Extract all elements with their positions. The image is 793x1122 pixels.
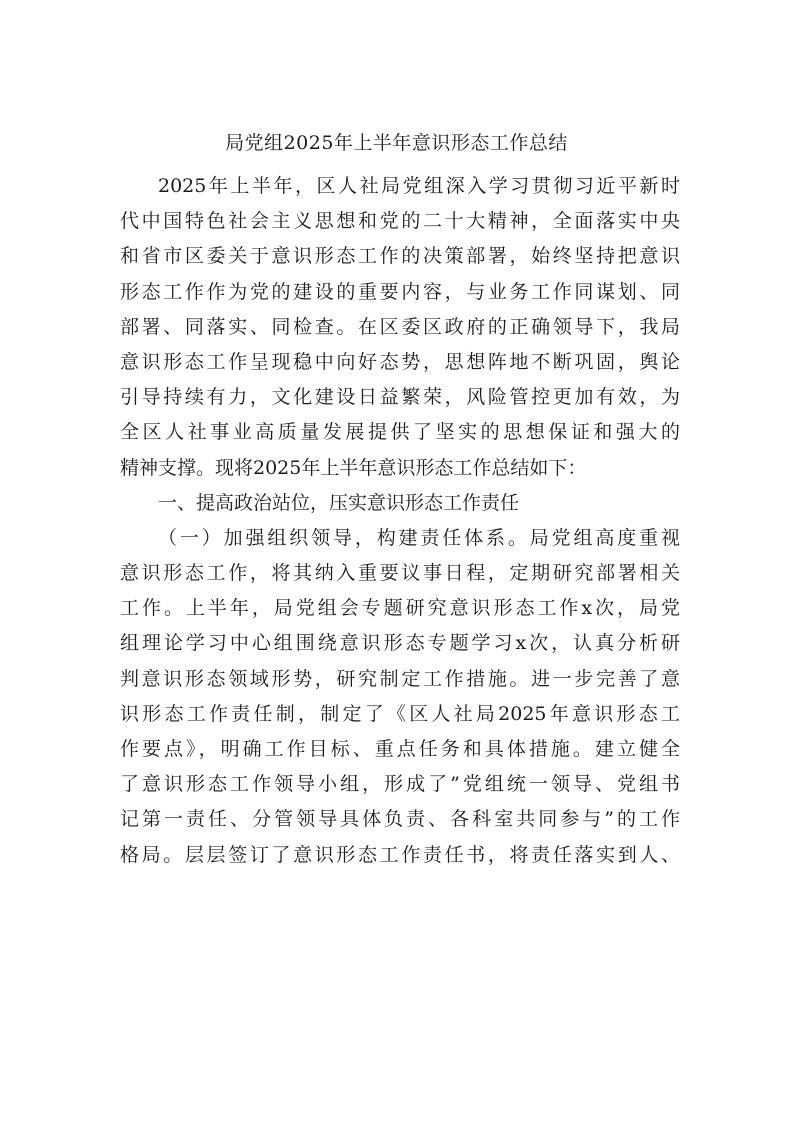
paragraph-line: 引导持续有力，文化建设日益繁荣，风险管控更加有效，为 bbox=[120, 386, 680, 409]
document-title: 局党组2025年上半年意识形态工作总结 bbox=[225, 132, 568, 154]
paragraph-line: 精神支撑。现将2025年上半年意识形态工作总结如下： bbox=[120, 456, 587, 479]
paragraph-line: 2025年上半年，区人社局党组深入学习贯彻习近平新时 bbox=[158, 175, 680, 197]
paragraph-line: 判意识形态领域形势，研究制定工作措施。进一步完善了意 bbox=[120, 667, 680, 690]
paragraph-line: 组理论学习中心组围绕意识形态专题学习x次，认真分析研 bbox=[120, 632, 680, 655]
paragraph-line: 意识形态工作，将其纳入重要议事日程，定期研究部署相关 bbox=[120, 562, 680, 585]
paragraph-line: （一）加强组织领导，构建责任体系。局党组高度重视 bbox=[158, 526, 680, 549]
paragraph-line: 了意识形态工作领导小组，形成了”党组统一领导、党组书 bbox=[120, 773, 680, 796]
paragraph-line: 全区人社事业高质量发展提供了坚实的思想保证和强大的 bbox=[120, 421, 680, 444]
paragraph-line: 部署、同落实、同检查。在区委区政府的正确领导下，我局 bbox=[120, 315, 680, 338]
paragraph-line: 作要点》，明确工作目标、重点任务和具体措施。建立健全 bbox=[120, 738, 680, 760]
section-heading: 一、提高政治站位，压实意识形态工作责任 bbox=[158, 491, 520, 514]
paragraph-line: 记第一责任、分管领导具体负责、各科室共同参与”的工作 bbox=[120, 808, 680, 831]
paragraph-line: 代中国特色社会主义思想和党的二十大精神，全面落实中央 bbox=[120, 210, 680, 233]
document-body bbox=[120, 169, 680, 873]
paragraph-line: 识形态工作责任制，制定了《区人社局2025年意识形态工 bbox=[120, 702, 680, 725]
paragraph-line: 形态工作作为党的建设的重要内容，与业务工作同谋划、同 bbox=[120, 280, 680, 303]
paragraph-line: 和省市区委关于意识形态工作的决策部署，始终坚持把意识 bbox=[120, 245, 680, 268]
paragraph-line: 格局。层层签订了意识形态工作责任书，将责任落实到人、 bbox=[120, 843, 680, 866]
paragraph-line: 意识形态工作呈现稳中向好态势，思想阵地不断巩固，舆论 bbox=[120, 350, 680, 373]
paragraph-line: 工作。上半年，局党组会专题研究意识形态工作x次，局党 bbox=[120, 597, 680, 620]
